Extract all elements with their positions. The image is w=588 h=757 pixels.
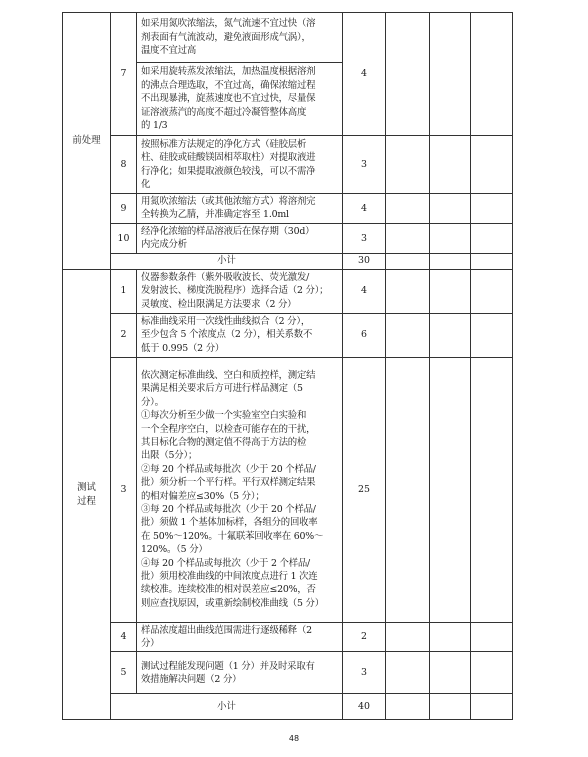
table-row <box>63 136 513 194</box>
score-cell <box>471 136 513 194</box>
criterion-text <box>137 313 343 357</box>
text-line: 测试过程能发现问题（1 分）并及时采取有 <box>141 660 315 672</box>
subtotal-row <box>63 253 513 269</box>
text-line: 标准曲线采用一次线性曲线拟合（2 分）， <box>141 316 311 328</box>
text-line: 分）。 <box>141 396 164 408</box>
table-row <box>63 357 513 622</box>
text-line: 至少包含 5 个浓度点（2 分），相关系数不 <box>141 329 313 341</box>
text-line: 的 1/3 <box>141 120 168 132</box>
row-number: 8 <box>111 136 137 194</box>
row-number: 10 <box>111 223 137 253</box>
score-cell <box>386 13 430 136</box>
subtotal-points: 40 <box>343 694 386 720</box>
text-line: 依次测定标准曲线、空白和质控样，测定结 <box>141 369 316 381</box>
text-line: 柱、硅胶或硅酸镁固相萃取柱）对提取液进 <box>141 152 316 164</box>
score-cell <box>386 652 430 694</box>
row-number: 2 <box>111 313 137 357</box>
subtotal-label: 小计 <box>111 253 343 269</box>
table-row <box>63 313 513 357</box>
section-label: 前处理 <box>72 135 101 147</box>
subtotal-row <box>63 694 513 720</box>
score-cell <box>471 357 513 622</box>
criterion-text <box>137 13 343 63</box>
text-line: 其目标化合物的测定值不得高于方法的检 <box>141 437 307 448</box>
score-cell <box>430 13 471 136</box>
table-row <box>63 269 513 313</box>
score-cell <box>430 223 471 253</box>
text-line: 如采用旋转蒸发浓缩法，加热温度根据溶剂 <box>141 66 316 78</box>
text-line: 果满足相关要求后方可进行样品测定（5 <box>141 383 303 395</box>
score-cell <box>386 622 430 652</box>
table-row <box>63 223 513 253</box>
text-line: 灵敏度、检出限满足方法要求（2 分） <box>141 298 297 310</box>
scoring-table <box>62 12 513 720</box>
subtotal-label: 小计 <box>111 694 343 720</box>
points-cell: 4 <box>343 269 386 313</box>
text-line: 不出现暴沸，旋蒸速度也不宜过快，尽量保 <box>141 93 316 105</box>
text-line: 一个全程序空白，以检查可能存在的干扰， <box>141 423 316 435</box>
score-cell <box>471 269 513 313</box>
text-line: 内完成分析 <box>141 239 187 251</box>
table-row <box>63 652 513 694</box>
text-line: 剂表面有气流波动，避免液面形成气涡）， <box>141 31 311 43</box>
text-line: 证溶液蒸汽的高度不超过冷凝管整体高度 <box>141 106 307 118</box>
points-cell: 4 <box>343 13 386 136</box>
text-line: 样品浓度超出曲线范围需进行逐级稀释（2 <box>141 624 312 636</box>
section-label: 过程 <box>77 495 96 507</box>
criterion-text <box>137 223 343 253</box>
row-number: 7 <box>111 13 137 136</box>
text-line: 在 50%～120%。十氟联苯回收率在 60%～ <box>141 530 324 542</box>
score-cell <box>386 253 430 269</box>
score-cell <box>430 313 471 357</box>
criterion-text <box>137 269 343 313</box>
score-cell <box>471 694 513 720</box>
score-cell <box>430 253 471 269</box>
score-cell <box>386 313 430 357</box>
score-cell <box>471 253 513 269</box>
score-cell <box>471 622 513 652</box>
points-cell: 4 <box>343 194 386 224</box>
table-row <box>63 13 513 63</box>
score-cell <box>430 194 471 224</box>
text-line: 批）须用校准曲线的中间浓度点进行 1 次连 <box>141 571 318 583</box>
text-line: 出限（5分）； <box>141 450 198 462</box>
text-line: 续校准。连续校准的相对误差应≤20%，否 <box>141 584 316 596</box>
row-number: 9 <box>111 194 137 224</box>
row-number: 1 <box>111 269 137 313</box>
criterion-text <box>137 63 343 136</box>
text-line: 行净化；如果提取液颜色较浅，可以不需净 <box>141 165 316 177</box>
row-number: 3 <box>111 357 137 622</box>
table-row <box>63 194 513 224</box>
score-cell <box>430 694 471 720</box>
points-cell: 25 <box>343 357 386 622</box>
text-line: 按照标准方法规定的净化方式（硅胶层析 <box>141 138 307 150</box>
text-line: 化 <box>141 178 151 190</box>
text-line: ②每 20 个样品或每批次（少于 20 个样品/ <box>141 463 316 475</box>
score-cell <box>471 652 513 694</box>
points-cell: 3 <box>343 136 386 194</box>
text-line: 如采用氮吹浓缩法，氮气流速不宜过快（溶 <box>141 18 316 30</box>
row-number: 4 <box>111 622 137 652</box>
score-cell <box>386 136 430 194</box>
score-cell <box>471 313 513 357</box>
text-line: 全转换为乙腈，并准确定容至 1.0ml <box>141 209 289 221</box>
criterion-text <box>137 136 343 194</box>
page-number: 48 <box>288 734 300 743</box>
points-cell: 3 <box>343 652 386 694</box>
points-cell: 2 <box>343 622 386 652</box>
score-cell <box>386 223 430 253</box>
score-cell <box>471 194 513 224</box>
text-line: 的相对偏差应≤30%（5 分）； <box>141 490 265 502</box>
points-cell: 6 <box>343 313 386 357</box>
score-cell <box>386 694 430 720</box>
criterion-text <box>137 622 343 652</box>
text-line: 批）须做 1 个基体加标样，各组分的回收率 <box>141 517 318 529</box>
text-line: 批）须分析一个平行样。平行双样测定结果 <box>141 477 316 489</box>
points-cell: 3 <box>343 223 386 253</box>
score-cell <box>430 622 471 652</box>
score-cell <box>430 357 471 622</box>
score-cell <box>386 357 430 622</box>
text-line: 用氮吹浓缩法（或其他浓缩方式）将溶剂完 <box>141 196 316 207</box>
table-row <box>63 622 513 652</box>
section-cell-pretreatment <box>63 13 111 270</box>
text-line: ③每 20 个样品或每批次（少于 20 个样品/ <box>141 504 316 516</box>
text-line: 120%。（5 分） <box>141 544 208 556</box>
text-line: 分） <box>141 638 160 650</box>
criterion-text <box>137 652 343 694</box>
score-cell <box>430 269 471 313</box>
row-number: 5 <box>111 652 137 694</box>
text-line: 效措施解决问题（2 分） <box>141 673 242 685</box>
text-line: 的沸点合理选取，不宜过高，确保浓缩过程 <box>141 79 316 91</box>
score-cell <box>430 652 471 694</box>
score-cell <box>386 269 430 313</box>
text-line: 仪器参数条件（紫外吸收波长、荧光激发/ <box>141 272 310 284</box>
text-line: 发射波长、梯度洗脱程序）选择合适（2 分）； <box>141 285 329 297</box>
text-line: ④每 20 个样品或每批次（少于 2 个样品/ <box>141 557 310 569</box>
criterion-text <box>137 357 343 622</box>
text-line: 则应查找原因，或重新绘制校准曲线（5 分） <box>141 597 324 609</box>
score-cell <box>386 194 430 224</box>
text-line: 温度不宜过高 <box>141 45 197 57</box>
section-cell-testing <box>63 269 111 720</box>
subtotal-points: 30 <box>343 253 386 269</box>
score-cell <box>471 13 513 136</box>
text-line: 经净化浓缩的样品溶液后在保存期（30d） <box>141 225 315 237</box>
score-cell <box>471 223 513 253</box>
text-line: ①每次分析至少做一个实验室空白实验和 <box>141 410 307 422</box>
section-label: 测试 <box>77 482 96 494</box>
score-cell <box>430 136 471 194</box>
text-line: 低于 0.995（2 分） <box>141 342 225 354</box>
criterion-text <box>137 194 343 224</box>
